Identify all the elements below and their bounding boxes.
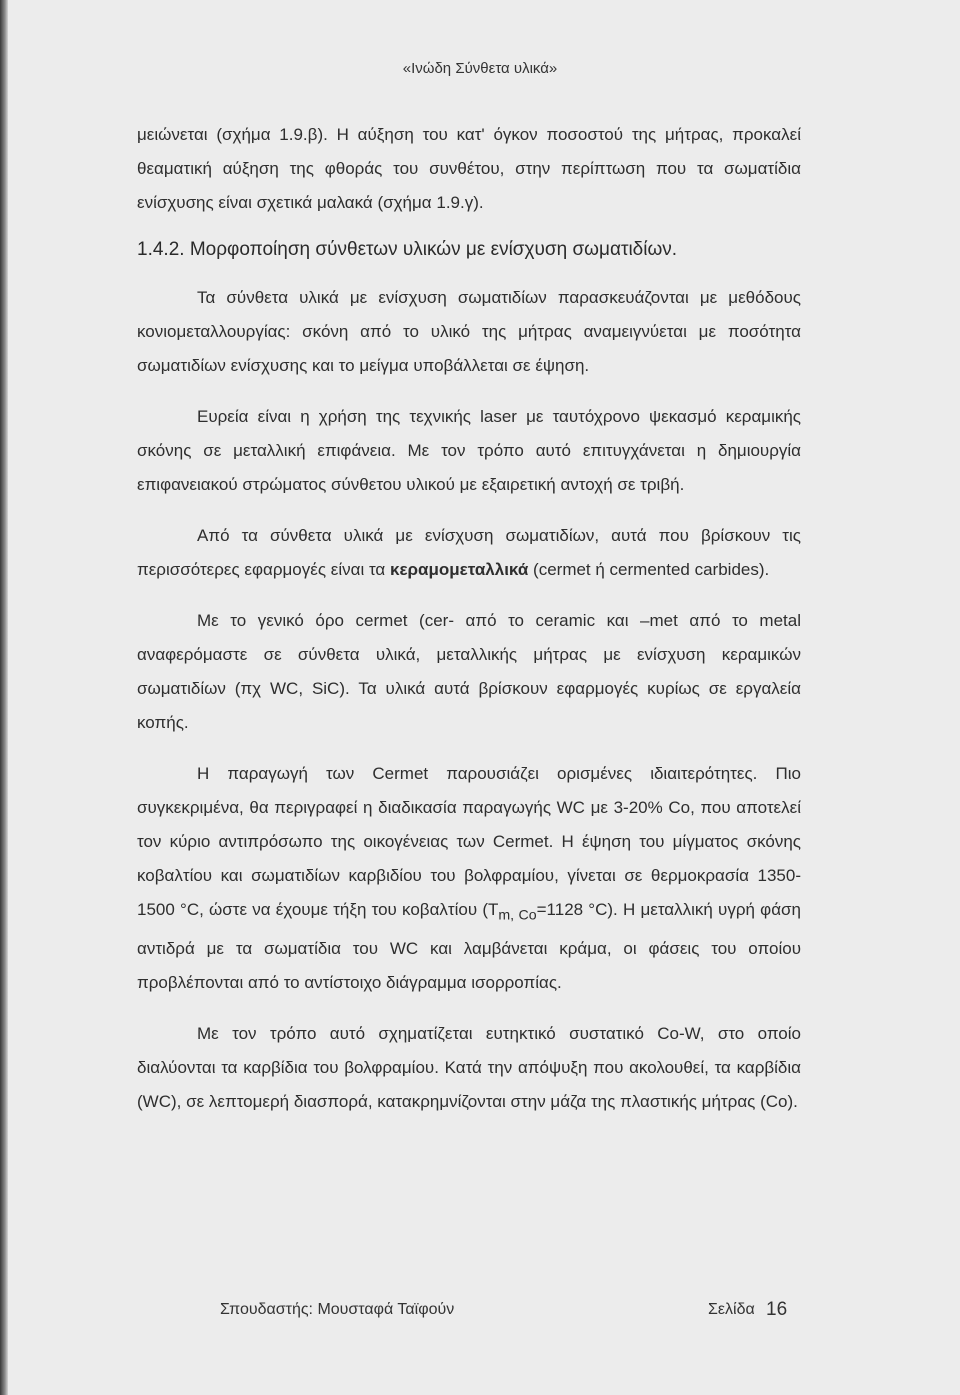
cermet-term: κεραμομεταλλικά <box>389 560 529 579</box>
footer-author: Σπουδαστής: Μουσταφά Ταϊφούν <box>220 1301 455 1318</box>
paragraph-3-text-b: (cermet ή cermented carbides). <box>528 560 770 579</box>
paragraph-4: Με το γενικό όρο cermet (cer- από το ceramic και –met από το metal αναφερόμαστε σε σύνθετα υλικά, μεταλλικής μήτρας με ενίσχυση κεραμικών σωματιδίων (πχ WC, SiC). Τα υλικά αυτά βρίσκουν εφαρμογές κυρίως σε εργαλεία κοπής. <box>137 611 801 732</box>
running-header: «Ινώδη Σύνθετα υλικά» <box>402 60 558 77</box>
paragraph-2: Ευρεία είναι η χρήση της τεχνικής laser με ταυτόχρονο ψεκασμό κεραμικής σκόνης σε μεταλλική επιφάνεια. Με τον τρόπο αυτό επιτυγχάνεται η δημιουργία επιφανειακού στρώματος σύνθετου υλικού με εξαιρετική αντοχή σε τριβή. <box>137 407 801 494</box>
section-title: 1.4.2. Μορφοποίηση σύνθετων υλικών με ενίσχυση σωματιδίων. <box>137 239 678 260</box>
paragraph-3-text-a: Από τα σύνθετα υλικά με ενίσχυση σωματιδίων, αυτά που βρίσκουν τις περισσότερες εφαρμογές είναι τα <box>137 526 801 579</box>
paragraph-5 <box>137 757 801 1000</box>
melting-point-subscript: m, Co <box>498 907 537 924</box>
paragraph-3 <box>137 519 801 587</box>
footer-page-label: Σελίδα <box>708 1301 755 1318</box>
paragraph-6: Με τον τρόπο αυτό σχηματίζεται ευτηκτικό συστατικό Co-W, στο οποίο διαλύονται τα καρβίδια του βολφραμίου. Κατά την απόψυξη που ακολουθεί, τα καρβίδια (WC), σε λεπτομερή διασπορά, κατακρημνίζονται στην μάζα της πλαστικής μήτρας (Co). <box>137 1024 801 1112</box>
footer-page-number: 16 <box>766 1299 788 1320</box>
page-content <box>137 118 801 1136</box>
scan-edge <box>0 0 8 1395</box>
paragraph-5-text-b: =1128 °C). Η μεταλλική υγρή φάση αντιδρά με τα σωματίδια του WC και λαμβάνεται κράμα, οι φάσεις του οποίου προβλέπονται από το αντίστοιχο διάγραμμα ισορροπίας. <box>137 900 801 993</box>
paragraph-intro: μειώνεται (σχήμα 1.9.β). Η αύξηση του κατ' όγκον ποσοστού της μήτρας, προκαλεί θεαματική αύξηση της φθοράς του συνθέτου, στην περίπτωση που τα σωματίδια ενίσχυσης είναι σχετικά μαλακά (σχήμα 1.9.γ). <box>137 125 801 212</box>
paragraph-5-text-a: Η παραγωγή των Cermet παρουσιάζει ορισμένες ιδιαιτερότητες. Πιο συγκεκριμένα, θα περιγραφεί η διαδικασία παραγωγής WC με 3-20% Co, που αποτελεί τον κύριο αντιπρόσωπο της οικογένειας των Cermet. Η έψηση του μίγματος σκόνης κοβαλτίου και σωματιδίων καρβιδίου του βολφραμίου, γίνεται σε θερμοκρασία 1350-1500 °C, ώστε να έχουμε τήξη του κοβαλτίου (T <box>137 764 801 919</box>
paragraph-1: Τα σύνθετα υλικά με ενίσχυση σωματιδίων παρασκευάζονται με μεθόδους κονιομεταλλουργίας: σκόνη από το υλικό της μήτρας αναμειγνύεται με ποσότητα σωματιδίων ενίσχυσης και το μείγμα υποβάλλεται σε έψηση. <box>137 288 801 375</box>
